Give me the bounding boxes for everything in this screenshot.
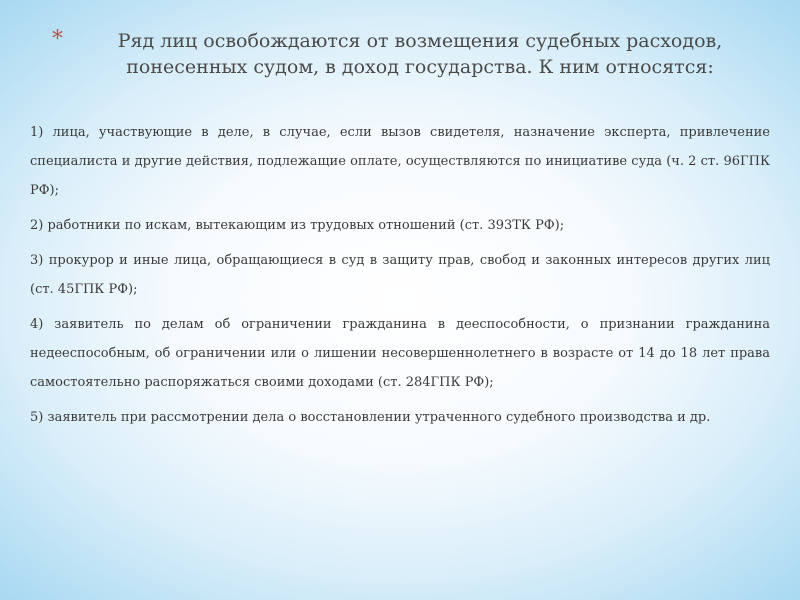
slide-title: Ряд лиц освобождаются от возмещения судебных расходов, понесенных судом, в доход государства. К ним относятся: (117, 30, 723, 78)
slide-content (30, 118, 770, 438)
list-item-4: 4) заявитель по делам об ограничении гражданина в дееспособности, о признании гражданина недееспособным, об ограничении или о лишении несовершеннолетнего в возрасте от 14 до 18 лет права самостоятельно распоряжаться своими доходами (ст. 284ГПК РФ); (30, 317, 770, 390)
list-item-3: 3) прокурор и иные лица, обращающиеся в суд в защиту прав, свобод и законных интересов других лиц (ст. 45ГПК РФ); (30, 253, 770, 297)
title-row (52, 28, 760, 80)
list-item-1: 1) лица, участвующие в деле, в случае, если вызов свидетеля, назначение эксперта, привлечение специалиста и другие действия, подлежащие оплате, осуществляются по инициативе суда (ч. 2 ст. 96ГПК РФ); (30, 125, 770, 198)
list-item-5: 5) заявитель при рассмотрении дела о восстановлении утраченного судебного производства и др. (30, 410, 711, 425)
asterisk-bullet-icon: * (52, 27, 63, 52)
list-item-2: 2) работники по искам, вытекающим из трудовых отношений (ст. 393ТК РФ); (30, 218, 565, 233)
